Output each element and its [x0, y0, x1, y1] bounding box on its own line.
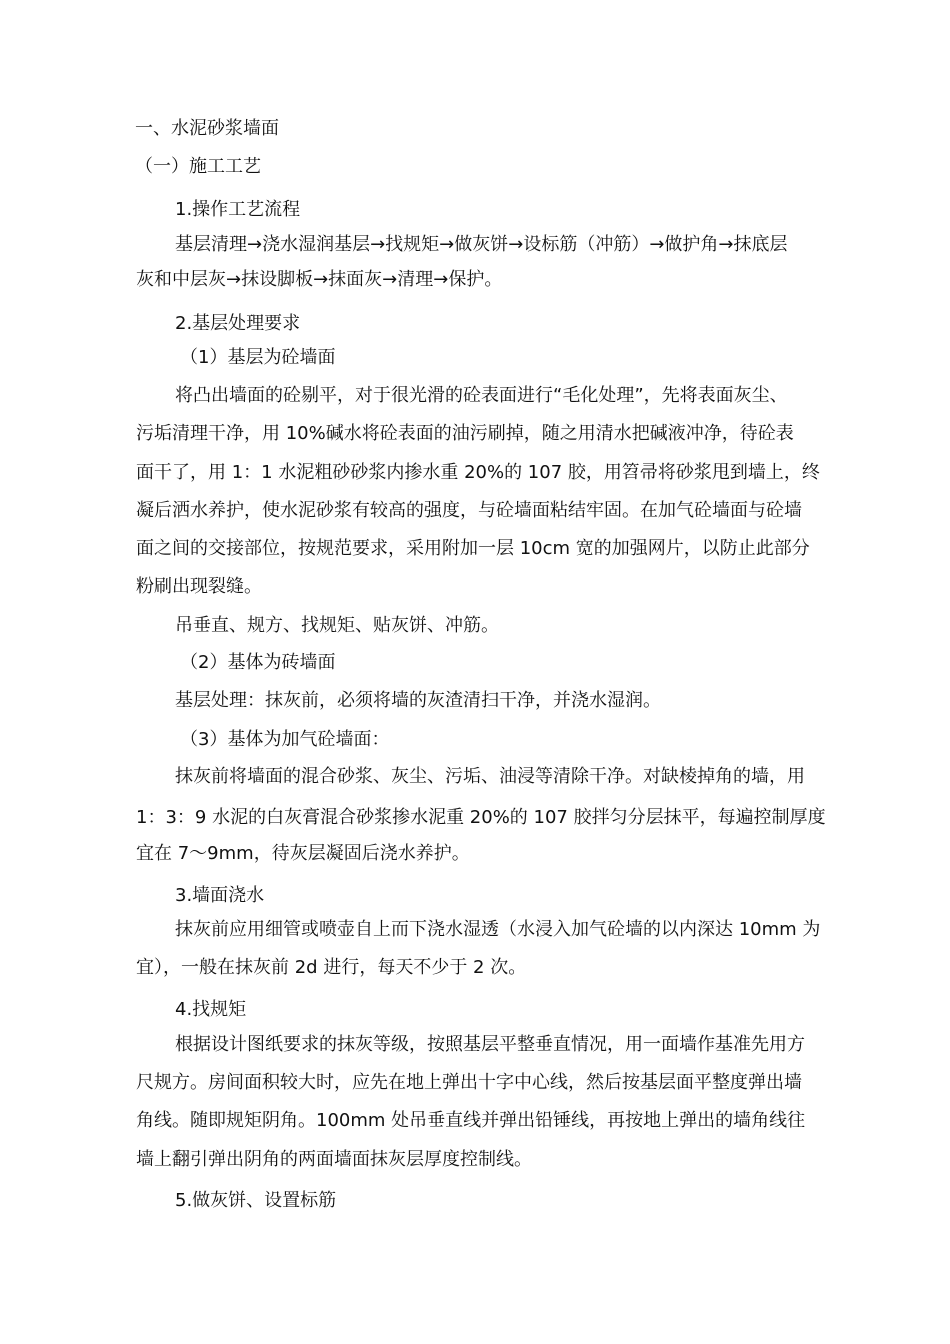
body-line: 吊垂直、规方、找规矩、贴灰饼、冲筋。 — [175, 615, 499, 636]
body-line: 宜），一般在抹灰前 2d 进行，每天不少于 2 次。 — [136, 957, 527, 978]
body-line: 1：3：9 水泥的白灰膏混合砂浆掺水泥重 20%的 107 胶拌匀分层抹平，每遍控制厚度 — [136, 807, 826, 828]
item-heading: 4.找规矩 — [175, 999, 247, 1020]
sub-item-heading: （1）基层为砼墙面 — [180, 347, 336, 368]
body-line: 将凸出墙面的砼剔平，对于很光滑的砼表面进行“毛化处理”，先将表面灰尘、 — [175, 385, 788, 406]
sub-item-heading: （2）基体为砖墙面 — [180, 652, 336, 673]
item-heading: 5.做灰饼、设置标筋 — [175, 1190, 337, 1211]
body-line: 抹灰前将墙面的混合砂浆、灰尘、污垢、油浸等清除干净。对缺棱掉角的墙，用 — [175, 766, 805, 787]
body-line: 角线。随即规矩阴角。100mm 处吊垂直线并弹出铅锤线，再按地上弹出的墙角线往 — [136, 1110, 806, 1131]
body-line: 面干了，用 1：1 水泥粗砂砂浆内掺水重 20%的 107 胶，用笤帚将砂浆甩到墙上，终 — [136, 462, 820, 483]
body-line: 尺规方。房间面积较大时，应先在地上弹出十字中心线，然后按基层面平整度弹出墙 — [136, 1072, 802, 1093]
body-line: 基层清理→浇水湿润基层→找规矩→做灰饼→设标筋（冲筋）→做护角→抹底层 — [175, 234, 788, 255]
item-heading: 3.墙面浇水 — [175, 885, 265, 906]
item-heading: 1.操作工艺流程 — [175, 199, 301, 220]
body-line: 基层处理：抹灰前，必须将墙的灰渣清扫干净，并浇水湿润。 — [175, 690, 661, 711]
body-line: 面之间的交接部位，按规范要求，采用附加一层 10cm 宽的加强网片，以防止此部分 — [136, 538, 810, 559]
item-heading: 2.基层处理要求 — [175, 313, 301, 334]
body-line: 宜在 7～9mm，待灰层凝固后浇水养护。 — [136, 843, 470, 864]
body-line: 污垢清理干净，用 10%碱水将砼表面的油污刷掉，随之用清水把碱液冲净，待砼表 — [136, 423, 794, 444]
section-heading: 一、水泥砂浆墙面 — [135, 118, 279, 139]
body-line: 灰和中层灰→抹设脚板→抹面灰→清理→保护。 — [136, 269, 503, 290]
sub-item-heading: （3）基体为加气砼墙面： — [180, 729, 390, 750]
body-line: 根据设计图纸要求的抹灰等级，按照基层平整垂直情况，用一面墙作基准先用方 — [175, 1034, 805, 1055]
body-line: 抹灰前应用细管或喷壶自上而下浇水湿透（水浸入加气砼墙的以内深达 10mm 为 — [175, 919, 821, 940]
body-line: 墙上翻引弹出阴角的两面墙面抹灰层厚度控制线。 — [136, 1149, 532, 1170]
body-line: 粉刷出现裂缝。 — [136, 576, 262, 597]
body-line: 凝后洒水养护，使水泥砂浆有较高的强度，与砼墙面粘结牢固。在加气砼墙面与砼墙 — [136, 500, 802, 521]
subsection-heading: （一）施工工艺 — [135, 156, 261, 177]
